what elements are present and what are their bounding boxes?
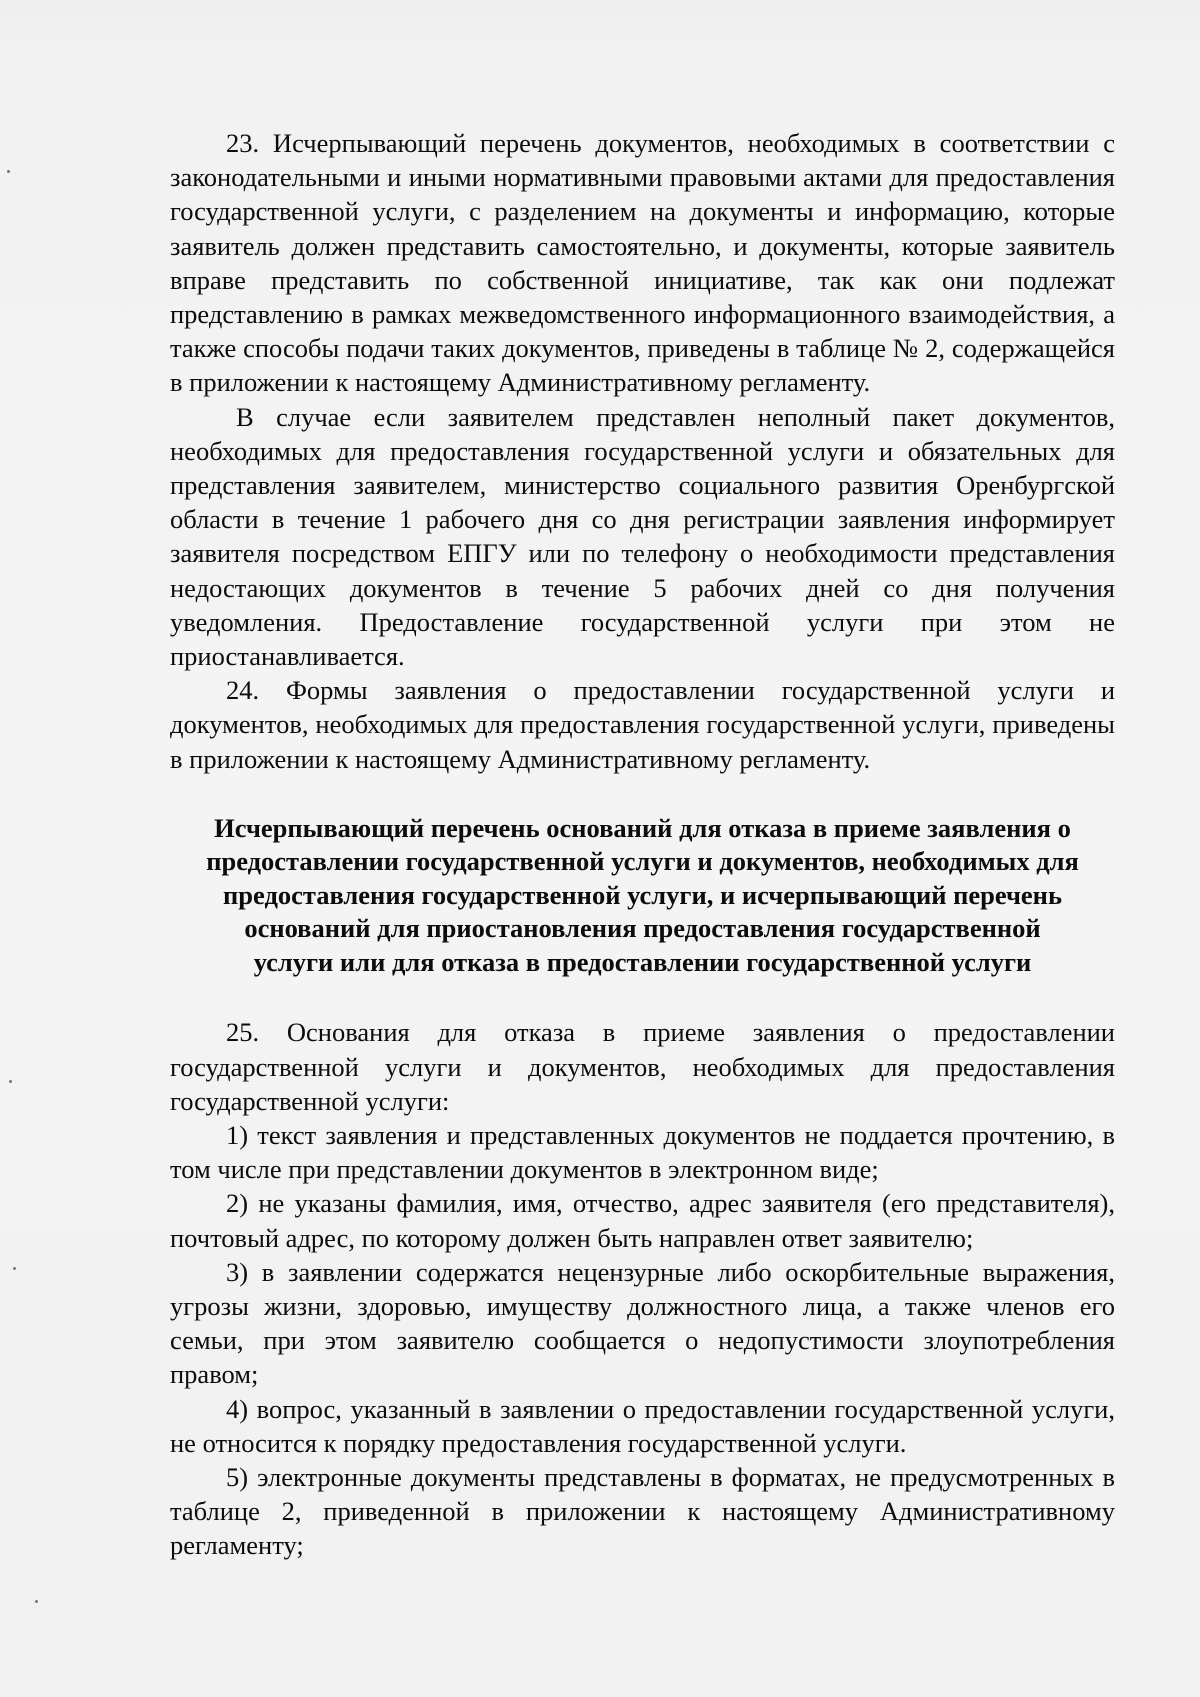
list-item-1: 1) текст заявления и представленных документов не поддается прочтению, в том числе при представлении документов в электронном виде; bbox=[170, 1119, 1115, 1185]
paragraph-24: 24. Формы заявления о предоставлении государственной услуги и документов, необходимых для предоставления государственной услуги, приведены в приложении к настоящему Административному регламенту. bbox=[170, 675, 1115, 774]
list-item-3: 3) в заявлении содержатся нецензурные либо оскорбительные выражения, угрозы жизни, здоровью, имуществу должностного лица, а также членов его семьи, при этом заявителю сообщается о недопустимости злоупотребления правом; bbox=[170, 1256, 1115, 1390]
scan-speck bbox=[13, 1267, 16, 1270]
paragraph-23: 23. Исчерпывающий перечень документов, необходимых в соответствии с законодательными и иными нормативными правовыми актами для предоставления государственной услуги, с разделением на документы и информацию, которые заявитель должен представить самостоятельно, и документы, которые заявитель вправе представить по собственной инициативе, так как они подлежат представлению в рамках межведомственного информационного взаимодействия, а также способы подачи таких документов, приведены в таблице № 2, содержащейся в приложении к настоящему Административному регламенту. bbox=[170, 128, 1115, 398]
scan-speck bbox=[9, 1080, 12, 1083]
heading-line: услуги или для отказа в предоставлении государственной услуги bbox=[253, 946, 1032, 977]
paragraph-25: 25. Основания для отказа в приеме заявления о предоставлении государственной услуги и документов, необходимых для предоставления государственной услуги: bbox=[170, 1017, 1115, 1116]
paragraph-23-note: В случае если заявителем представлен неполный пакет документов, необходимых для предоставления государственной услуги и обязательных для представления заявителем, министерство социального развития Оренбургской области в течение 1 рабочего дня со дня регистрации заявления информирует заявителя посредством ЕПГУ или по телефону о необходимости представления недостающих документов в течение 5 рабочих дней со дня получения уведомления. Предоставление государственной услуги при этом не приостанавливается. bbox=[170, 401, 1115, 672]
heading-line: предоставления государственной услуги, и исчерпывающий перечень bbox=[223, 879, 1062, 910]
scan-speck bbox=[7, 170, 10, 173]
scan-speck bbox=[35, 1600, 38, 1603]
heading-line: Исчерпывающий перечень оснований для отказа в приеме заявления о bbox=[214, 812, 1071, 843]
list-item-4: 4) вопрос, указанный в заявлении о предоставлении государственной услуги, не относится к порядку предоставления государственной услуги. bbox=[170, 1393, 1115, 1458]
heading-line: оснований для приостановления предоставления государственной bbox=[244, 913, 1041, 944]
list-item-2: 2) не указаны фамилия, имя, отчество, адрес заявителя (его представителя), почтовый адрес, по которому должен быть направлен ответ заявителю; bbox=[170, 1188, 1115, 1253]
list-item-5: 5) электронные документы представлены в форматах, не предусмотренных в таблице 2, приведенной в приложении к настоящему Административному регламенту; bbox=[170, 1462, 1115, 1561]
document-body bbox=[170, 126, 1115, 1563]
section-heading bbox=[170, 776, 1115, 1016]
heading-line: предоставлении государственной услуги и документов, необходимых для bbox=[206, 846, 1079, 877]
